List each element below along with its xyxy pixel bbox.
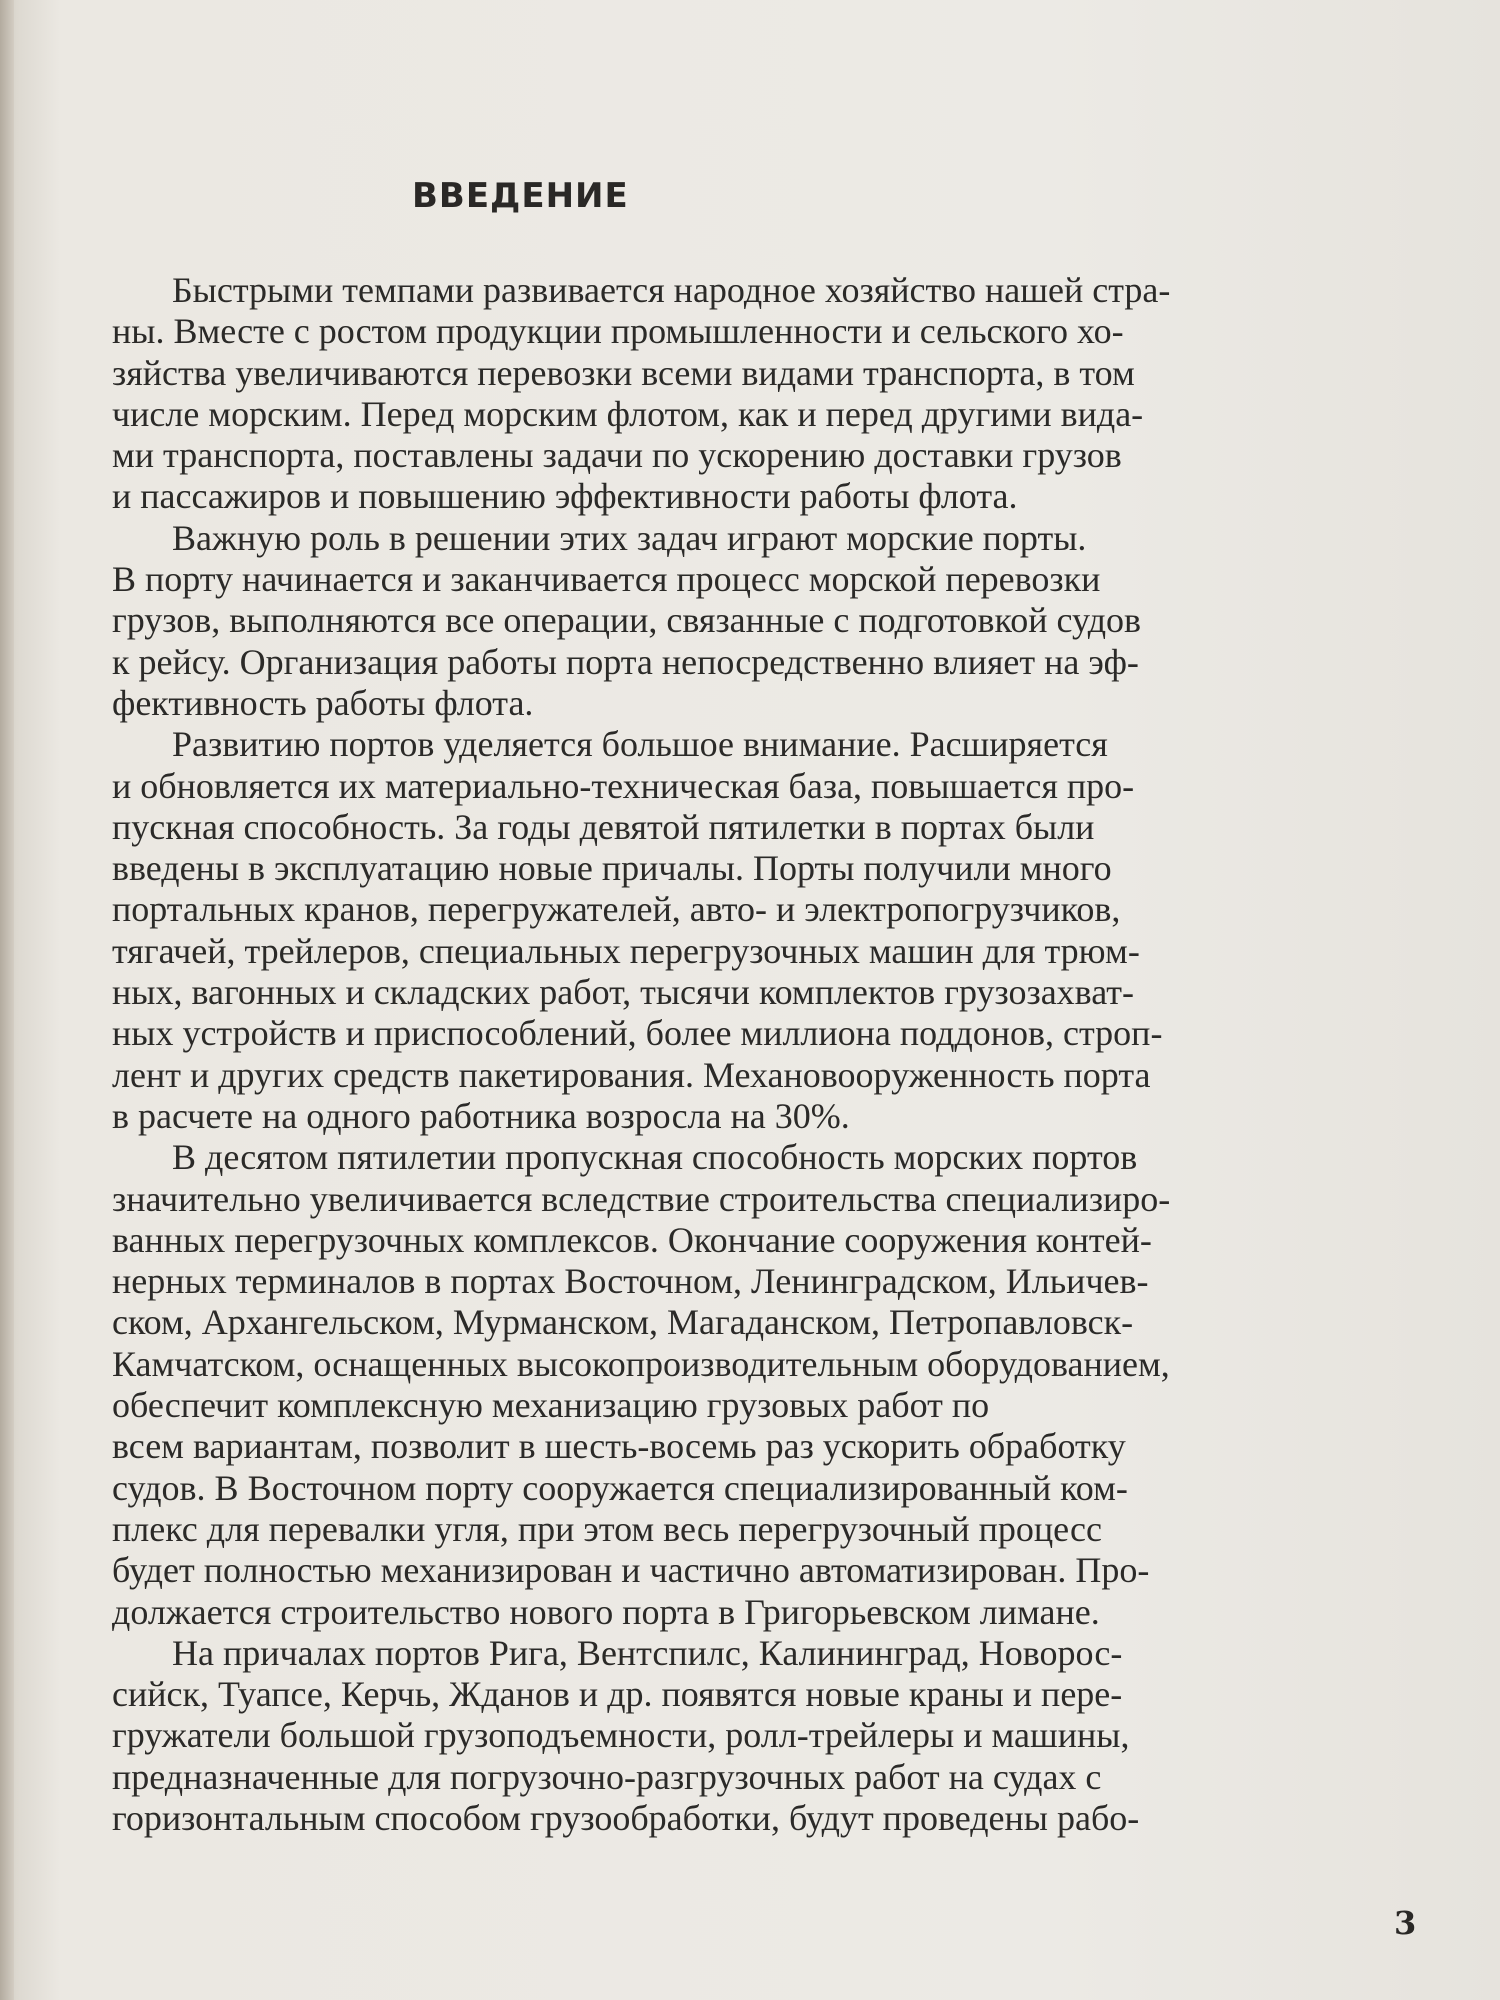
page-binding-edge <box>0 0 14 2000</box>
text-line: сийск, Туапсе, Керчь, Жданов и др. появятся новые краны и пере- <box>112 1674 1123 1715</box>
text-line: Развитию портов уделяется большое внимание. Расширяется <box>172 724 1108 765</box>
text-line: портальных кранов, перегружателей, авто- и электропогрузчиков, <box>112 889 1121 930</box>
text-line: к рейсу. Организация работы порта непосредственно влияет на эф- <box>112 641 1139 682</box>
text-line: горизонтальным способом грузообработки, будут проведены рабо- <box>112 1797 1140 1838</box>
text-line: В порту начинается и заканчивается процесс морской перевозки <box>112 559 1101 600</box>
text-line: судов. В Восточном порту сооружается специализированный ком- <box>112 1467 1128 1508</box>
text-line: В десятом пятилетии пропускная способность морских портов <box>172 1137 1138 1178</box>
text-line: тягачей, трейлеров, специальных перегрузочных машин для трюм- <box>112 930 1140 971</box>
text-line: фективность работы флота. <box>112 682 534 723</box>
text-line: Важную роль в решении этих задач играют морские порты. <box>172 517 1087 558</box>
text-line: ми транспорта, поставлены задачи по ускорению доставки грузов <box>112 435 1122 476</box>
text-line: грузов, выполняются все операции, связанные с подготовкой судов <box>112 600 1142 641</box>
text-line: Быстрыми темпами развивается народное хозяйство нашей стра- <box>172 270 1171 310</box>
text-line: ных устройств и приспособлений, более миллиона поддонов, строп- <box>112 1013 1163 1054</box>
text-line: в расчете на одного работника возросла на 30%. <box>112 1095 850 1136</box>
text-line: На причалах портов Рига, Вентспилс, Калининград, Новорос- <box>172 1632 1123 1673</box>
text-line: ных, вагонных и складских работ, тысячи комплектов грузозахват- <box>112 972 1134 1013</box>
text-line: числе морским. Перед морским флотом, как и перед другими вида- <box>112 393 1144 434</box>
text-line: Камчатском, оснащенных высокопроизводительным оборудованием, <box>112 1343 1170 1384</box>
text-line: всем вариантам, позволит в шесть-восемь раз ускорить обработку <box>112 1426 1126 1467</box>
text-line: лент и других средств пакетирования. Механовооруженность порта <box>112 1054 1151 1095</box>
body-text <box>112 270 1432 1839</box>
text-line: и обновляется их материально-техническая база, повышается про- <box>112 765 1135 806</box>
text-line: пускная способность. За годы девятой пятилетки в портах были <box>112 806 1095 847</box>
text-line: зяйства увеличиваются перевозки всеми видами транспорта, в том <box>112 352 1135 393</box>
text-line: гружатели большой грузоподъемности, ролл-трейлеры и машины, <box>112 1715 1130 1756</box>
text-line: ны. Вместе с ростом продукции промышленности и сельского хо- <box>112 311 1124 352</box>
text-line: и пассажиров и повышению эффективности работы флота. <box>112 476 1018 517</box>
text-line: обеспечит комплексную механизацию грузовых работ по <box>112 1385 990 1426</box>
text-line: нерных терминалов в портах Восточном, Ленинградском, Ильичев- <box>112 1261 1149 1302</box>
text-line: предназначенные для погрузочно-разгрузочных работ на судах с <box>112 1756 1102 1797</box>
text-line: ванных перегрузочных комплексов. Окончание сооружения контей- <box>112 1219 1152 1260</box>
text-line: ском, Архангельском, Мурманском, Магаданском, Петропавловск- <box>112 1302 1134 1343</box>
chapter-heading: ВВЕДЕНИЕ <box>412 176 629 216</box>
text-line: должается строительство нового порта в Григорьевском лимане. <box>112 1591 1100 1632</box>
text-line: значительно увеличивается вследствие строительства специализиро- <box>112 1178 1171 1219</box>
text-line: будет полностью механизирован и частично автоматизирован. Про- <box>112 1550 1150 1591</box>
page-number: 3 <box>1394 1904 1417 1942</box>
text-line: плекс для перевалки угля, при этом весь перегрузочный процесс <box>112 1508 1103 1549</box>
text-line: введены в эксплуатацию новые причалы. Порты получили много <box>112 848 1112 889</box>
